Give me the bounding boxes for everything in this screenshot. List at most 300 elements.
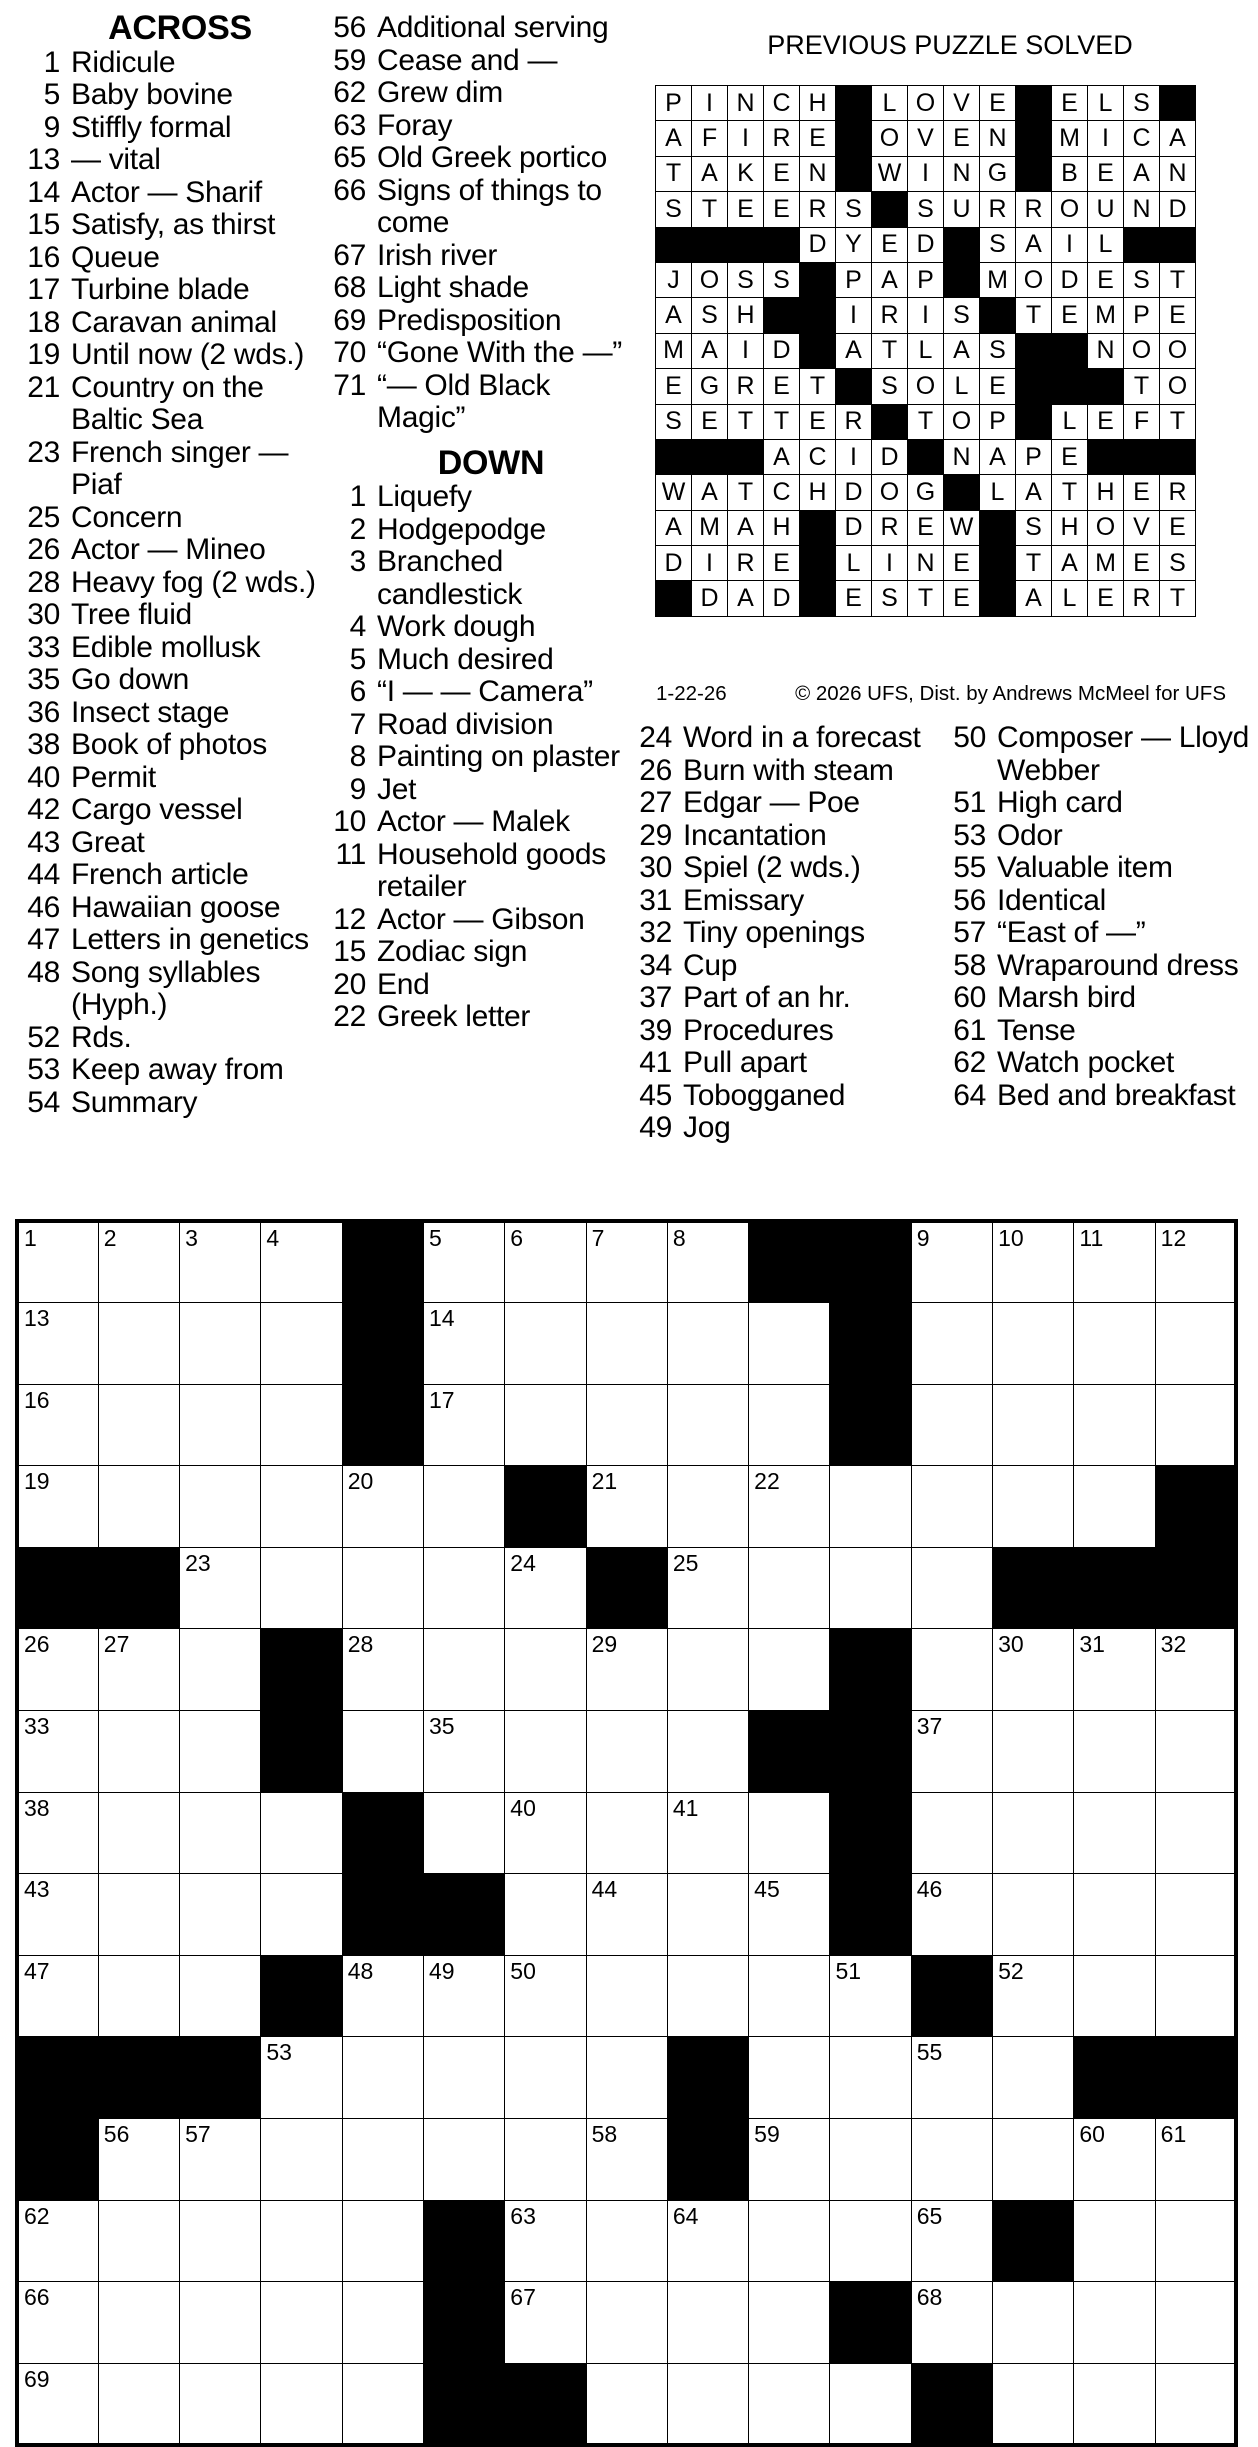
grid-cell[interactable] [586, 1384, 667, 1466]
grid-cell[interactable] [261, 1792, 342, 1874]
grid-cell[interactable] [423, 1221, 504, 1303]
grid-cell[interactable] [911, 1303, 992, 1385]
across-column-1 [14, 9, 324, 1119]
cell-number: 58 [591, 2121, 618, 2148]
grid-cell[interactable] [993, 1874, 1074, 1956]
grid-cell[interactable] [505, 1384, 586, 1466]
grid-cell[interactable] [180, 1384, 261, 1466]
grid-cell[interactable] [667, 1955, 748, 2037]
grid-cell[interactable] [342, 2282, 423, 2364]
clue-item [14, 729, 324, 762]
clue-text: Ridicule [71, 45, 176, 79]
solution-letter: T [1160, 404, 1196, 439]
solution-letter: E [1088, 262, 1124, 297]
grid-cell[interactable] [17, 2363, 98, 2445]
grid-cell[interactable] [1074, 2282, 1155, 2364]
grid-cell[interactable] [180, 1874, 261, 1956]
grid-cell[interactable] [586, 1711, 667, 1793]
clue-item [14, 534, 324, 567]
grid-cell[interactable] [586, 2282, 667, 2364]
grid-cell[interactable] [17, 2282, 98, 2364]
grid-cell[interactable] [423, 1384, 504, 1466]
grid-cell[interactable] [993, 1955, 1074, 2037]
solution-letter: A [872, 262, 908, 297]
grid-cell[interactable] [749, 1547, 830, 1629]
black-square [728, 439, 764, 474]
grid-cell[interactable] [180, 1955, 261, 2037]
clue-item [940, 787, 1256, 820]
grid-cell[interactable] [586, 2363, 667, 2445]
clue-number: 17 [27, 273, 60, 306]
solution-letter: M [692, 510, 728, 545]
grid-cell[interactable] [505, 1303, 586, 1385]
grid-cell[interactable] [586, 2200, 667, 2282]
grid-cell[interactable] [423, 1303, 504, 1385]
clue-text: Actor — Mineo [71, 533, 266, 566]
black-square [656, 439, 692, 474]
grid-cell[interactable] [180, 1547, 261, 1629]
grid-cell[interactable] [993, 1221, 1074, 1303]
grid-cell[interactable] [342, 2119, 423, 2201]
grid-cell[interactable] [993, 2119, 1074, 2201]
grid-cell[interactable] [993, 1384, 1074, 1466]
solution-letter: I [908, 298, 944, 333]
grid-cell[interactable] [17, 1303, 98, 1385]
solution-letter: E [1124, 475, 1160, 510]
solution-letter: L [1088, 86, 1124, 121]
grid-cell[interactable] [505, 1629, 586, 1711]
grid-cell[interactable] [505, 1711, 586, 1793]
solution-letter: J [656, 262, 692, 297]
clue-item [14, 502, 324, 535]
grid-cell[interactable] [1155, 1874, 1236, 1956]
clue-item [316, 546, 626, 611]
cell-number: 67 [510, 2284, 536, 2311]
grid-cell[interactable] [993, 2037, 1074, 2119]
clue-item [626, 852, 936, 885]
grid-cell[interactable] [749, 1629, 830, 1711]
grid-cell[interactable] [1074, 1711, 1155, 1793]
grid-cell[interactable] [667, 1874, 748, 1956]
solution-letter: M [980, 262, 1016, 297]
grid-cell[interactable] [667, 2200, 748, 2282]
grid-cell[interactable] [17, 1955, 98, 2037]
grid-cell[interactable] [911, 2282, 992, 2364]
grid-cell[interactable] [98, 2200, 179, 2282]
grid-cell[interactable] [830, 2037, 911, 2119]
cell-number: 62 [24, 2202, 50, 2229]
black-square [261, 1711, 342, 1793]
grid-cell[interactable] [180, 1303, 261, 1385]
black-square [98, 1547, 179, 1629]
solution-letter: N [800, 156, 836, 191]
clue-item [940, 917, 1256, 950]
grid-cell[interactable] [98, 1303, 179, 1385]
grid-cell[interactable] [993, 1711, 1074, 1793]
grid-cell[interactable] [180, 2363, 261, 2445]
grid-cell[interactable] [1155, 2282, 1236, 2364]
clue-item [940, 1015, 1256, 1048]
clue-number: 65 [333, 141, 366, 174]
grid-cell[interactable] [423, 1466, 504, 1548]
solution-letter: D [872, 439, 908, 474]
grid-cell[interactable] [342, 1547, 423, 1629]
solution-letter: K [728, 156, 764, 191]
clue-item [940, 885, 1256, 918]
grid-cell[interactable] [993, 2363, 1074, 2445]
grid-cell[interactable] [98, 1384, 179, 1466]
solution-letter: G [908, 475, 944, 510]
grid-cell[interactable] [1074, 1384, 1155, 1466]
grid-cell[interactable] [586, 1466, 667, 1548]
solution-letter: B [1052, 156, 1088, 191]
clue-text: High card [997, 786, 1123, 819]
clue-number: 36 [27, 695, 60, 729]
grid-cell[interactable] [667, 2282, 748, 2364]
grid-cell[interactable] [667, 1466, 748, 1548]
solution-letter: E [1088, 404, 1124, 439]
black-square [1155, 2037, 1236, 2119]
grid-cell[interactable] [749, 2119, 830, 2201]
grid-cell[interactable] [667, 1792, 748, 1874]
black-square [872, 192, 908, 227]
grid-cell[interactable] [830, 1547, 911, 1629]
solution-letter: O [1160, 369, 1196, 404]
solution-letter: D [836, 475, 872, 510]
grid-cell[interactable] [993, 1792, 1074, 1874]
grid-cell[interactable] [1155, 1955, 1236, 2037]
grid-cell[interactable] [749, 1792, 830, 1874]
clue-column-2 [316, 12, 626, 1034]
grid-cell[interactable] [911, 1547, 992, 1629]
clue-item [14, 242, 324, 275]
solution-letter: H [1052, 510, 1088, 545]
grid-cell[interactable] [98, 1711, 179, 1793]
grid-cell[interactable] [98, 1466, 179, 1548]
solution-letter: M [1088, 546, 1124, 581]
clue-number: 61 [953, 1013, 986, 1047]
grid-cell[interactable] [749, 2037, 830, 2119]
grid-cell[interactable] [342, 1955, 423, 2037]
grid-cell[interactable] [505, 2119, 586, 2201]
grid-cell[interactable] [342, 1711, 423, 1793]
grid-cell[interactable] [749, 1466, 830, 1548]
clue-item [14, 957, 324, 1022]
grid-cell[interactable] [586, 1629, 667, 1711]
cell-number: 60 [1079, 2121, 1105, 2148]
solution-letter: O [692, 262, 728, 297]
grid-cell[interactable] [261, 2282, 342, 2364]
grid-cell[interactable] [667, 1547, 748, 1629]
grid-cell[interactable] [505, 2200, 586, 2282]
grid-cell[interactable] [17, 1874, 98, 1956]
grid-cell[interactable] [1155, 2200, 1236, 2282]
grid-cell[interactable] [1074, 1466, 1155, 1548]
clue-item [626, 950, 936, 983]
grid-cell[interactable] [98, 1792, 179, 1874]
grid-cell[interactable] [586, 1874, 667, 1956]
grid-cell[interactable] [505, 1792, 586, 1874]
solution-letter: I [692, 546, 728, 581]
grid-cell[interactable] [667, 1629, 748, 1711]
cell-number: 66 [24, 2284, 50, 2311]
clue-number: 58 [953, 948, 986, 982]
grid-cell[interactable] [667, 1384, 748, 1466]
grid-cell[interactable] [261, 1221, 342, 1303]
grid-cell[interactable] [1155, 1629, 1236, 1711]
clue-item [14, 794, 324, 827]
grid-cell[interactable] [17, 1711, 98, 1793]
grid-cell[interactable] [830, 2119, 911, 2201]
grid-cell[interactable] [261, 1303, 342, 1385]
black-square [692, 439, 728, 474]
black-square [749, 1221, 830, 1303]
grid-cell[interactable] [586, 1303, 667, 1385]
grid-cell[interactable] [17, 1466, 98, 1548]
solution-letter: E [800, 121, 836, 156]
clue-number: 14 [27, 175, 60, 209]
clue-number: 59 [333, 43, 366, 77]
grid-cell[interactable] [911, 1792, 992, 1874]
grid-cell[interactable] [423, 1955, 504, 2037]
black-square [342, 1384, 423, 1466]
clue-item [14, 1087, 324, 1120]
grid-cell[interactable] [830, 2200, 911, 2282]
grid-cell[interactable] [261, 2119, 342, 2201]
solution-letter: A [1052, 546, 1088, 581]
clue-number: 26 [639, 753, 672, 787]
grid-cell[interactable] [1155, 2363, 1236, 2445]
grid-cell[interactable] [423, 1711, 504, 1793]
solution-letter: S [836, 192, 872, 227]
black-square [830, 2282, 911, 2364]
solution-letter: A [656, 298, 692, 333]
grid-cell[interactable] [586, 2037, 667, 2119]
grid-cell[interactable] [667, 2363, 748, 2445]
clue-text: Cease and — [377, 43, 558, 77]
black-square [800, 298, 836, 333]
grid-cell[interactable] [180, 2282, 261, 2364]
grid-cell[interactable] [830, 2363, 911, 2445]
grid-cell[interactable] [17, 1384, 98, 1466]
grid-cell[interactable] [17, 1629, 98, 1711]
clue-text: Satisfy, as thirst [71, 208, 276, 241]
solution-letter: L [1052, 404, 1088, 439]
grid-cell[interactable] [1155, 2119, 1236, 2201]
solution-letter: P [656, 86, 692, 121]
grid-cell[interactable] [261, 1466, 342, 1548]
grid-cell[interactable] [261, 1547, 342, 1629]
clue-item [316, 370, 626, 435]
black-square [764, 227, 800, 262]
grid-cell[interactable] [911, 1874, 992, 1956]
grid-cell[interactable] [1155, 1221, 1236, 1303]
grid-cell[interactable] [423, 1547, 504, 1629]
grid-cell[interactable] [180, 1629, 261, 1711]
solution-letter: V [1124, 510, 1160, 545]
grid-cell[interactable] [993, 1629, 1074, 1711]
cell-number: 56 [103, 2121, 130, 2148]
cell-number: 11 [1079, 1225, 1104, 1251]
cell-number: 29 [591, 1631, 618, 1658]
cell-number: 2 [103, 1225, 117, 1251]
grid-cell[interactable] [749, 2363, 830, 2445]
grid-cell[interactable] [1155, 1792, 1236, 1874]
grid-cell[interactable] [1074, 2119, 1155, 2201]
clue-text: Edible mollusk [71, 630, 261, 664]
grid-cell[interactable] [1074, 1955, 1155, 2037]
grid-cell[interactable] [180, 1792, 261, 1874]
grid-cell[interactable] [505, 1955, 586, 2037]
clue-number: 44 [27, 858, 60, 891]
grid-cell[interactable] [911, 2037, 992, 2119]
grid-cell[interactable] [180, 2119, 261, 2201]
solution-letter: G [980, 156, 1016, 191]
grid-cell[interactable] [180, 2200, 261, 2282]
grid-cell[interactable] [505, 1874, 586, 1956]
grid-cell[interactable] [749, 2200, 830, 2282]
black-square [944, 262, 980, 297]
clue-number: 13 [27, 143, 60, 176]
grid-cell[interactable] [1155, 1711, 1236, 1793]
grid-cell[interactable] [17, 1792, 98, 1874]
grid-cell[interactable] [1074, 2363, 1155, 2445]
grid-cell[interactable] [667, 1221, 748, 1303]
black-square [1052, 369, 1088, 404]
grid-cell[interactable] [342, 1629, 423, 1711]
grid-cell[interactable] [423, 2037, 504, 2119]
grid-cell[interactable] [749, 1303, 830, 1385]
grid-cell[interactable] [586, 1955, 667, 2037]
grid-cell[interactable] [98, 1629, 179, 1711]
grid-cell[interactable] [749, 1955, 830, 2037]
cell-number: 55 [916, 2039, 943, 2066]
clue-text: “Gone With the —” [377, 336, 622, 369]
grid-cell[interactable] [98, 1874, 179, 1956]
grid-cell[interactable] [423, 2119, 504, 2201]
solution-letter: O [1088, 510, 1124, 545]
clue-item [14, 79, 324, 112]
cell-number: 19 [24, 1468, 50, 1495]
grid-cell[interactable] [911, 1384, 992, 1466]
grid-cell[interactable] [505, 2037, 586, 2119]
grid-cell[interactable] [830, 1955, 911, 2037]
grid-cell[interactable] [17, 2200, 98, 2282]
grid-cell[interactable] [667, 1711, 748, 1793]
grid-cell[interactable] [342, 2200, 423, 2282]
clue-number: 26 [27, 533, 60, 566]
cell-number: 57 [185, 2121, 211, 2148]
down-column-3 [940, 722, 1256, 1112]
grid-cell[interactable] [1074, 1874, 1155, 1956]
grid-cell[interactable] [993, 1303, 1074, 1385]
grid-cell[interactable] [586, 2119, 667, 2201]
grid-cell[interactable] [423, 1629, 504, 1711]
grid-cell[interactable] [911, 2200, 992, 2282]
clue-text: Letters in genetics [71, 923, 309, 956]
grid-cell[interactable] [261, 2363, 342, 2445]
grid-cell[interactable] [505, 1547, 586, 1629]
clue-number: 10 [333, 805, 366, 838]
solution-letter: O [1124, 333, 1160, 368]
solution-letter: C [764, 475, 800, 510]
solution-letter: D [764, 333, 800, 368]
grid-cell[interactable] [911, 2119, 992, 2201]
grid-cell[interactable] [586, 1221, 667, 1303]
grid-cell[interactable] [261, 2200, 342, 2282]
grid-cell[interactable] [911, 1629, 992, 1711]
black-square [980, 298, 1016, 333]
solution-letter: T [872, 333, 908, 368]
grid-cell[interactable] [1074, 1303, 1155, 1385]
grid-cell[interactable] [261, 1384, 342, 1466]
solution-letter: W [656, 475, 692, 510]
grid-cell[interactable] [749, 1874, 830, 1956]
grid-cell[interactable] [505, 1221, 586, 1303]
grid-cell[interactable] [342, 2037, 423, 2119]
grid-cell[interactable] [180, 1466, 261, 1548]
grid-cell[interactable] [993, 1466, 1074, 1548]
grid-cell[interactable] [911, 1466, 992, 1548]
black-square [667, 2037, 748, 2119]
solution-letter: S [1016, 510, 1052, 545]
grid-cell[interactable] [1074, 1629, 1155, 1711]
grid-cell[interactable] [342, 1466, 423, 1548]
grid-cell[interactable] [423, 1792, 504, 1874]
grid-cell[interactable] [180, 1221, 261, 1303]
clue-number: 30 [639, 851, 672, 884]
clue-item [316, 741, 626, 774]
grid-cell[interactable] [749, 2282, 830, 2364]
black-square [1160, 439, 1196, 474]
grid-cell[interactable] [667, 1303, 748, 1385]
clue-text: Watch pocket [997, 1046, 1175, 1079]
clue-number: 39 [639, 1013, 672, 1047]
grid-cell[interactable] [98, 1955, 179, 2037]
grid-cell[interactable] [98, 2119, 179, 2201]
grid-cell[interactable] [1155, 1303, 1236, 1385]
grid-cell[interactable] [1074, 2200, 1155, 2282]
grid-cell[interactable] [17, 1221, 98, 1303]
grid-cell[interactable] [98, 2363, 179, 2445]
grid-cell[interactable] [342, 2363, 423, 2445]
grid-cell[interactable] [993, 2282, 1074, 2364]
grid-cell[interactable] [505, 2282, 586, 2364]
grid-cell[interactable] [911, 1221, 992, 1303]
grid-cell[interactable] [261, 1874, 342, 1956]
cell-number: 45 [754, 1876, 780, 1903]
grid-cell[interactable] [261, 2037, 342, 2119]
clue-item [316, 514, 626, 547]
black-square [692, 227, 728, 262]
clue-text: Hodgepodge [377, 512, 546, 546]
black-square [1074, 2037, 1155, 2119]
clue-number: 16 [27, 240, 60, 274]
grid-cell[interactable] [1074, 1792, 1155, 1874]
grid-cell[interactable] [586, 1792, 667, 1874]
clue-item [14, 209, 324, 242]
grid-cell[interactable] [180, 1711, 261, 1793]
grid-cell[interactable] [830, 1466, 911, 1548]
black-square [423, 2282, 504, 2364]
grid-cell[interactable] [98, 1221, 179, 1303]
grid-cell[interactable] [749, 1384, 830, 1466]
grid-cell[interactable] [1074, 1221, 1155, 1303]
grid-cell[interactable] [1155, 1384, 1236, 1466]
cell-number: 52 [998, 1957, 1024, 1984]
grid-cell[interactable] [911, 1711, 992, 1793]
grid-cell[interactable] [98, 2282, 179, 2364]
